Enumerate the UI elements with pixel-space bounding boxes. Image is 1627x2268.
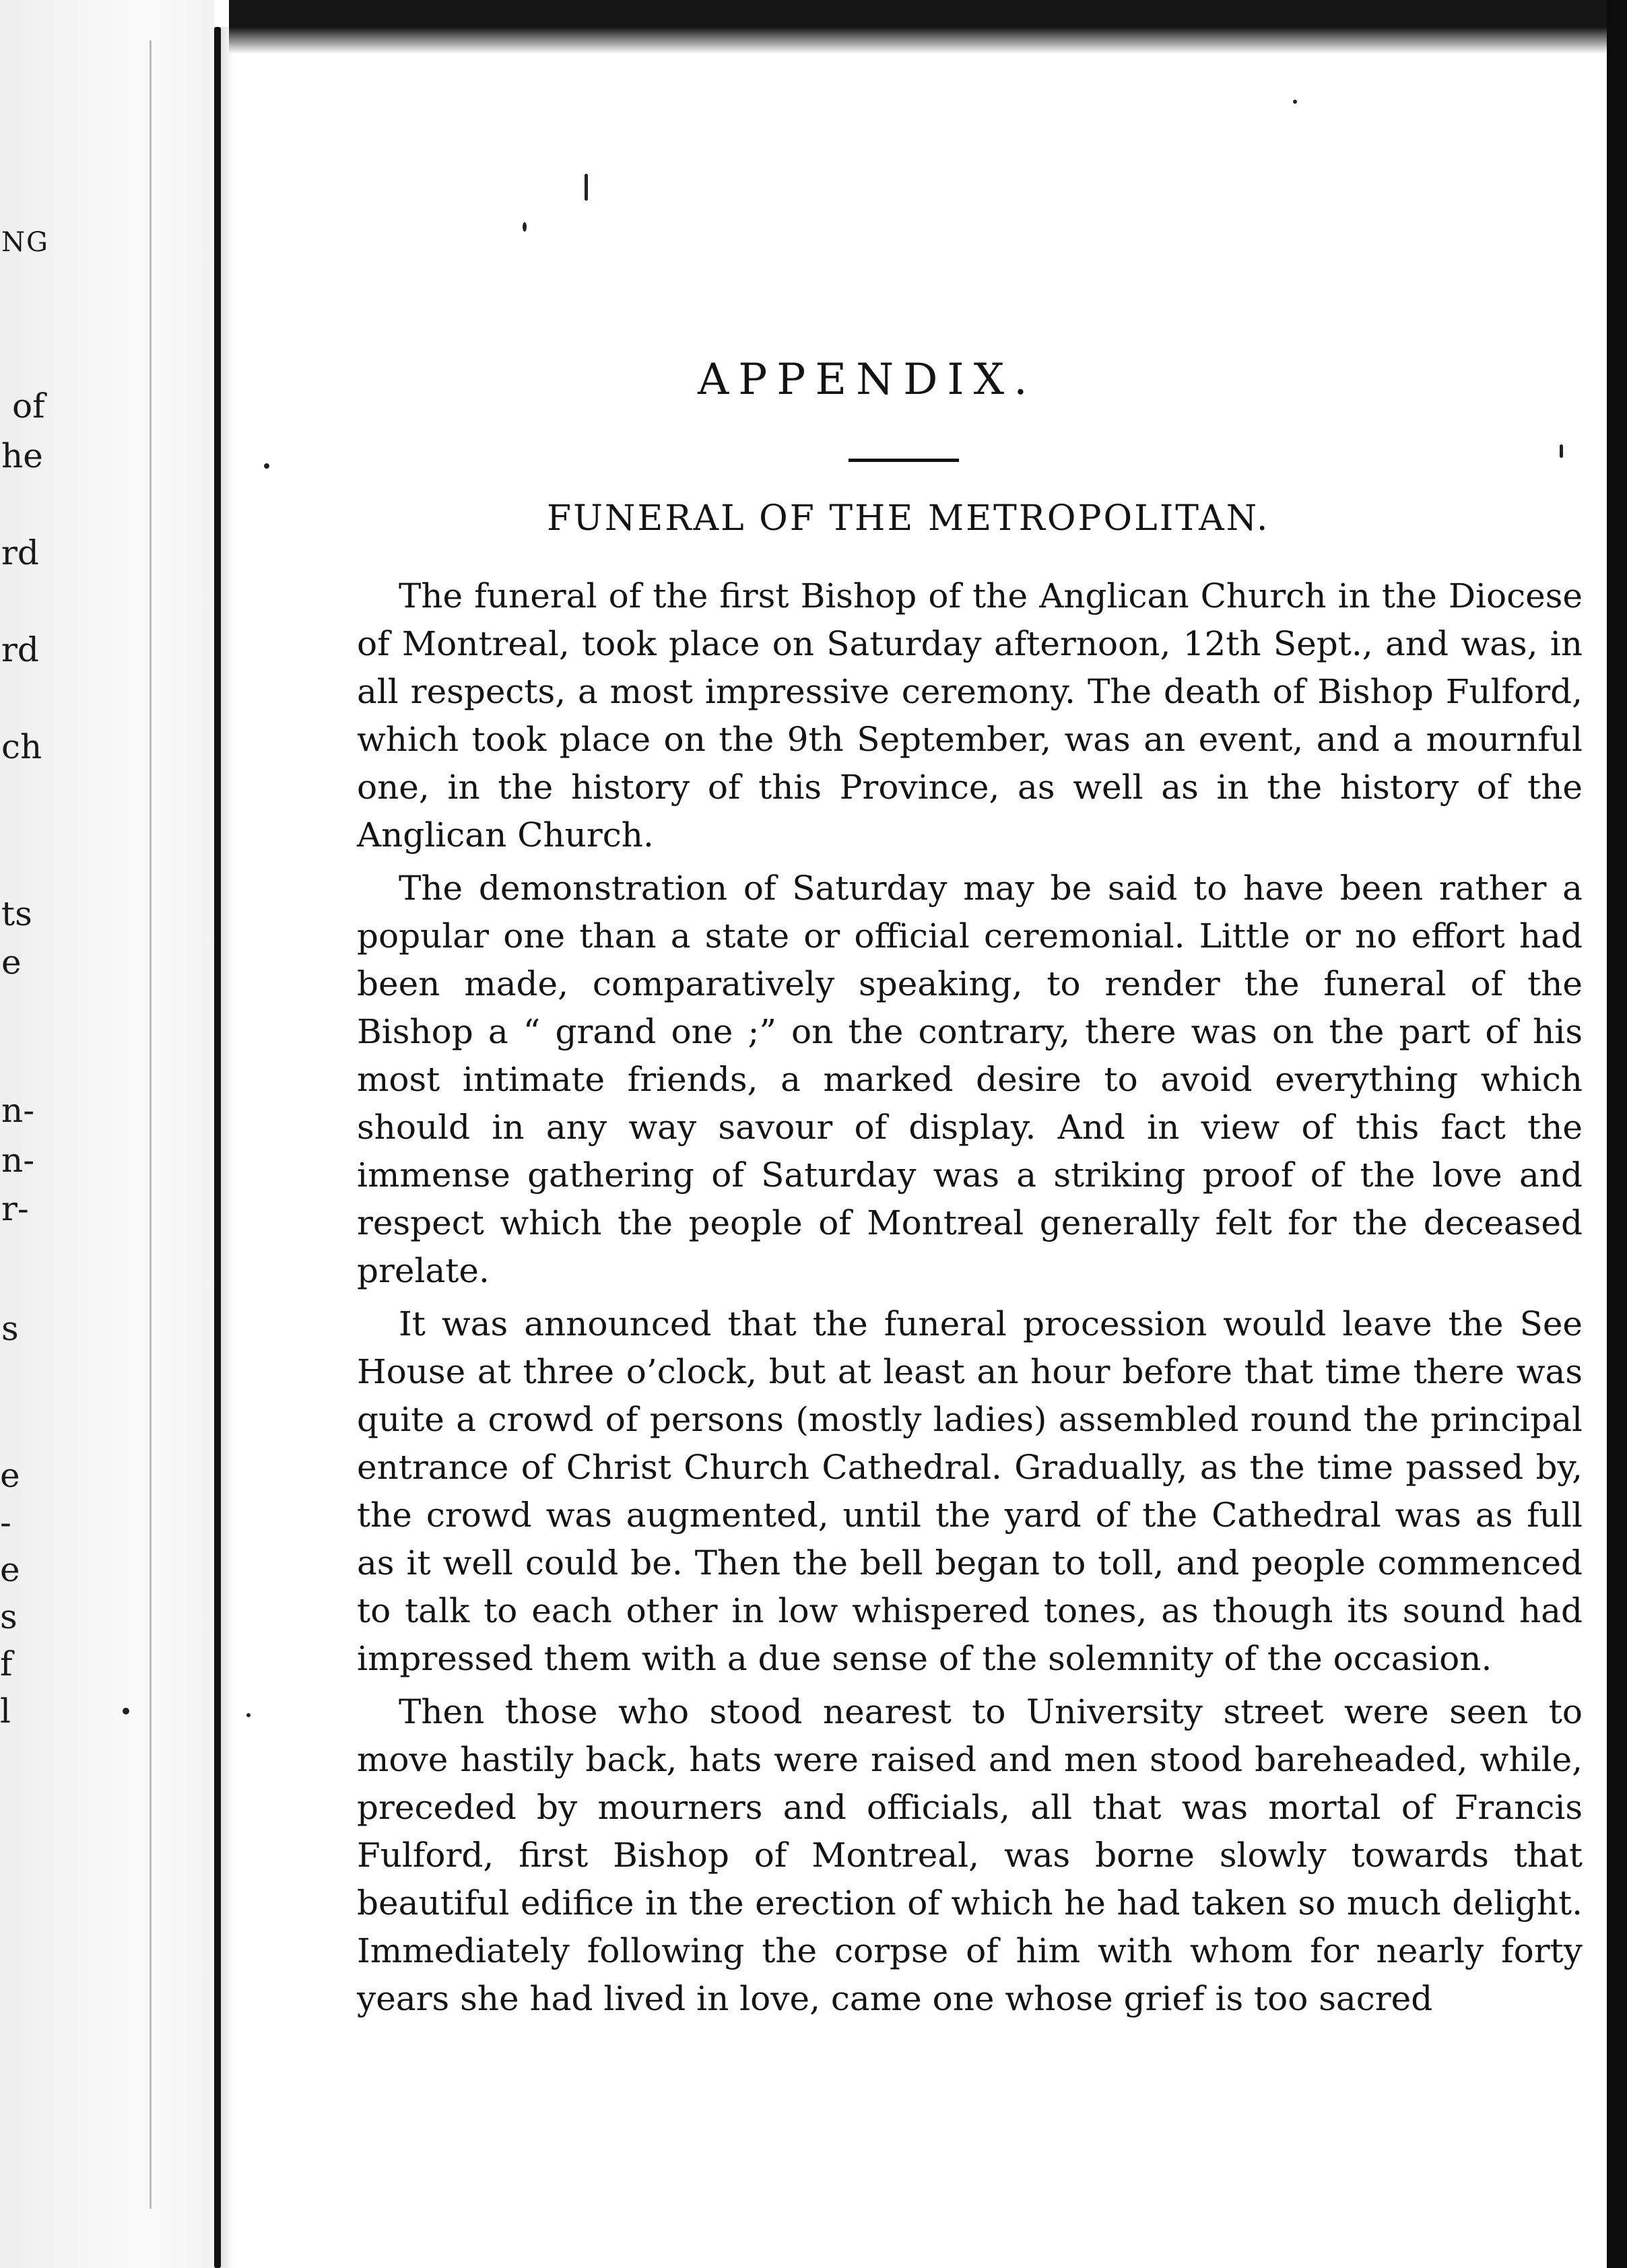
appendix-page xyxy=(233,54,1607,2268)
section-heading: FUNERAL OF THE METROPOLITAN. xyxy=(547,498,1270,539)
left-page-fragment: s xyxy=(1,1309,19,1348)
left-page-fragment: of xyxy=(12,387,45,426)
left-page-fragment: n- xyxy=(1,1091,35,1130)
book-gutter xyxy=(214,27,221,2268)
left-page-fragment: NG xyxy=(1,227,49,258)
left-facing-page xyxy=(0,0,214,2268)
left-page-fragment: - xyxy=(0,1503,11,1542)
body-text xyxy=(357,572,1583,2028)
scan-top-border xyxy=(229,0,1627,54)
scan-speck xyxy=(123,1708,129,1714)
paragraph: Then those who stood nearest to University street were seen to move hastily back, hats were raised and men stood bareheaded, while, preceded by mourners and officials, all that was mortal of Francis Fulford, first Bishop of Montreal, was borne slowly towards that beautiful edifice in the erection of which he had taken so much delight. Immediately following the corpse of him with whom for nearly forty years she had lived in love, came one whose grief is too sacred xyxy=(357,1692,1583,2018)
scan-right-border xyxy=(1607,0,1627,2268)
left-page-fragment: e xyxy=(0,1456,20,1495)
title-rule xyxy=(849,459,959,462)
left-page-fragment: n- xyxy=(1,1141,35,1180)
left-page-fragment: r- xyxy=(1,1189,29,1228)
paragraph: The demonstration of Saturday may be said to have been rather a popular one than a state or official ceremonial. Little or no effort had been made, comparatively speaking, to render the funeral of the Bishop a “ grand one ;” on the contrary, there was on the part of his most intimate friends, a marked desire to avoid everything which should in any way savour of display. And in view of this fact the immense gathering of Saturday was a striking proof of the love and respect which the people of Montreal generally felt for the deceased prelate. xyxy=(357,869,1583,1290)
left-page-fragment: s xyxy=(0,1597,18,1636)
page-title: APPENDIX. xyxy=(698,355,1037,405)
left-page-fragment: he xyxy=(1,436,43,475)
left-page-fragment: ch xyxy=(1,727,42,766)
paragraph: The funeral of the first Bishop of the Anglican Church in the Diocese of Montreal, took place on Saturday afternoon, 12th Sept., and was, in all respects, a most impressive ceremony. The death of Bishop Fulford, which took place on the 9th September, was an event, and a mournful one, in the history of this Province, as well as in the history of the Anglican Church. xyxy=(357,576,1583,855)
page-edge xyxy=(150,40,152,2209)
paragraph: It was announced that the funeral procession would leave the See House at three o’clock, but at least an hour before that time there was quite a crowd of persons (mostly ladies) assembled round the principal entrance of Christ Church Cathedral. Gradually, as the time passed by, the crowd was augmented, until the yard of the Cathedral was as full as it well could be. Then the bell began to toll, and people commenced to talk to each other in low whispered tones, as though its sound had impressed them with a due sense of the solemnity of the occasion. xyxy=(357,1304,1583,1678)
left-page-fragment: e xyxy=(1,943,22,982)
left-page-fragment: rd xyxy=(1,630,39,669)
gutter-shadow xyxy=(221,27,233,2268)
left-page-fragment: rd xyxy=(1,533,39,572)
left-page-fragment: l xyxy=(0,1692,11,1731)
left-page-fragment: ts xyxy=(1,894,32,933)
left-page-fragment: f xyxy=(0,1644,13,1683)
left-page-fragment: e xyxy=(0,1550,20,1589)
